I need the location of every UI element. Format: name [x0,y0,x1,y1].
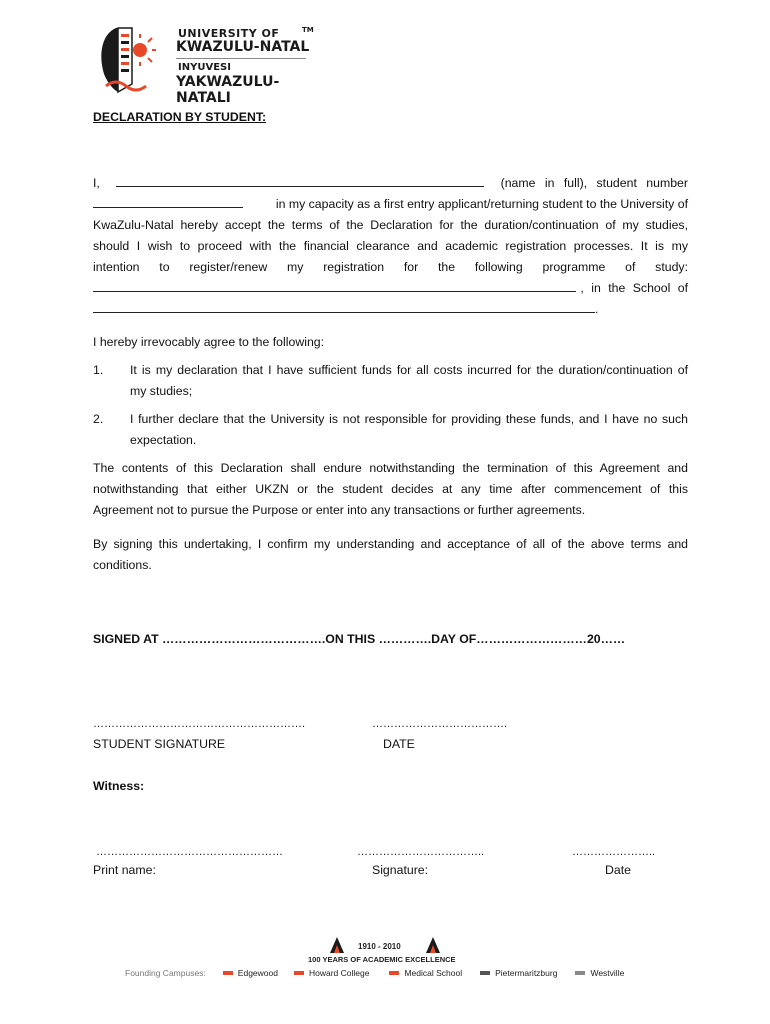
witness-signature-label: Signature: [372,863,429,877]
signing-line1: By signing this undertaking, I confirm my understanding and acceptance of all of the above terms and [93,537,688,551]
student-signature-dots[interactable]: …………………………………………………. [93,718,306,730]
campus-marker-icon [223,971,233,975]
centenary-slogan: 100 YEARS OF ACADEMIC EXCELLENCE [308,955,456,964]
centenary-logo [308,936,468,968]
list-item-line1: I further declare that the University is not responsible for providing these funds, and I have no such [130,412,688,426]
witness-date-dots[interactable]: ………………….. [572,846,656,858]
campus-marker-icon [575,971,585,975]
capacity-line-tail: in my capacity as a first entry applicant/returning student to the University of [275,197,688,211]
page-title: DECLARATION BY STUDENT: [93,110,267,124]
logo-line2: KWAZULU-NATAL [176,39,310,55]
campus-name: Pietermaritzburg [495,968,558,978]
pronoun-i: I, [93,176,100,190]
school-line-tail: , in the School of [580,281,688,295]
shield-emblem-icon [96,24,158,94]
contents-line3: Agreement not to pursue the Purpose or enter into any transactions or further agreements. [93,503,586,517]
student-signature-label: STUDENT SIGNATURE [93,737,226,751]
name-line-tail: (name in full), student number [500,176,688,190]
witness-name-label: Print name: [93,863,156,877]
logo-line1: UNIVERSITY OF [178,27,280,40]
centenary-emblem-left-icon [328,936,346,954]
campus-medical-school [389,968,462,978]
student-date-dots[interactable]: ………………………………. [372,718,508,730]
declaration-paragraph [93,173,688,320]
campus-edgewood [223,968,278,978]
list-item-line2: my studies; [130,384,193,398]
campus-marker-icon [480,971,490,975]
trademark-mark: TM [302,26,314,34]
university-logo [96,22,326,106]
campus-marker-icon [294,971,304,975]
signing-line2: conditions. [93,558,152,572]
signing-paragraph [93,534,688,576]
list-item-number: 1. [93,363,104,377]
logo-line4: YAKWAZULU-NATALI [176,74,280,106]
centenary-emblem-right-icon [424,936,442,954]
list-item-line1: It is my declaration that I have sufficient funds for all costs incurred for the duration/continuation of [130,363,688,377]
declaration-line-4: should I wish to proceed with the financial clearance and academic registration processes. It is my [93,239,688,253]
contents-line2: notwithstanding that either UKZN or the student decides at any time after commencement of this [93,482,688,496]
contents-paragraph [93,458,688,521]
list-item [93,360,688,402]
school-field[interactable] [93,301,595,313]
student-number-field[interactable] [93,196,243,208]
campus-name: Edgewood [237,968,278,978]
full-name-field[interactable] [116,175,484,187]
list-item-number: 2. [93,412,104,426]
logo-line3: INYUVESI [178,62,231,73]
campus-howard-college [294,968,369,978]
campus-westville [575,968,624,978]
programme-field[interactable] [93,280,576,292]
declaration-line-3: KwaZulu-Natal hereby accept the terms of the Declaration for the duration/continuation of my studies, [93,218,688,232]
list-item [93,409,688,451]
witness-date-label: Date [605,863,631,877]
logo-divider [176,58,306,59]
founding-campuses [125,968,624,978]
campus-pietermaritzburg [480,968,557,978]
student-date-label: DATE [383,737,415,751]
signed-at-line[interactable]: SIGNED AT ………………………………….ON THIS ………….DAY OF………………………20…… [93,632,626,646]
list-item-line2: expectation. [130,433,197,447]
witness-heading: Witness: [93,779,145,793]
declaration-line-5: intention to register/renew my registration for the following programme of study: [93,260,688,274]
campus-marker-icon [389,971,399,975]
centenary-years: 1910 - 2010 [358,942,401,951]
campus-name: Howard College [308,968,370,978]
school-end: . [595,302,599,316]
campus-name: Westville [590,968,625,978]
campus-name: Medical School [404,968,463,978]
agree-intro: I hereby irrevocably agree to the following: [93,335,325,349]
founding-label: Founding Campuses: [125,968,206,978]
witness-signature-dots[interactable]: …………………………….. [357,846,485,858]
witness-name-dots[interactable]: …………………………………………… [96,846,283,858]
contents-line1: The contents of this Declaration shall endure notwithstanding the termination of this Agreement and [93,461,688,475]
